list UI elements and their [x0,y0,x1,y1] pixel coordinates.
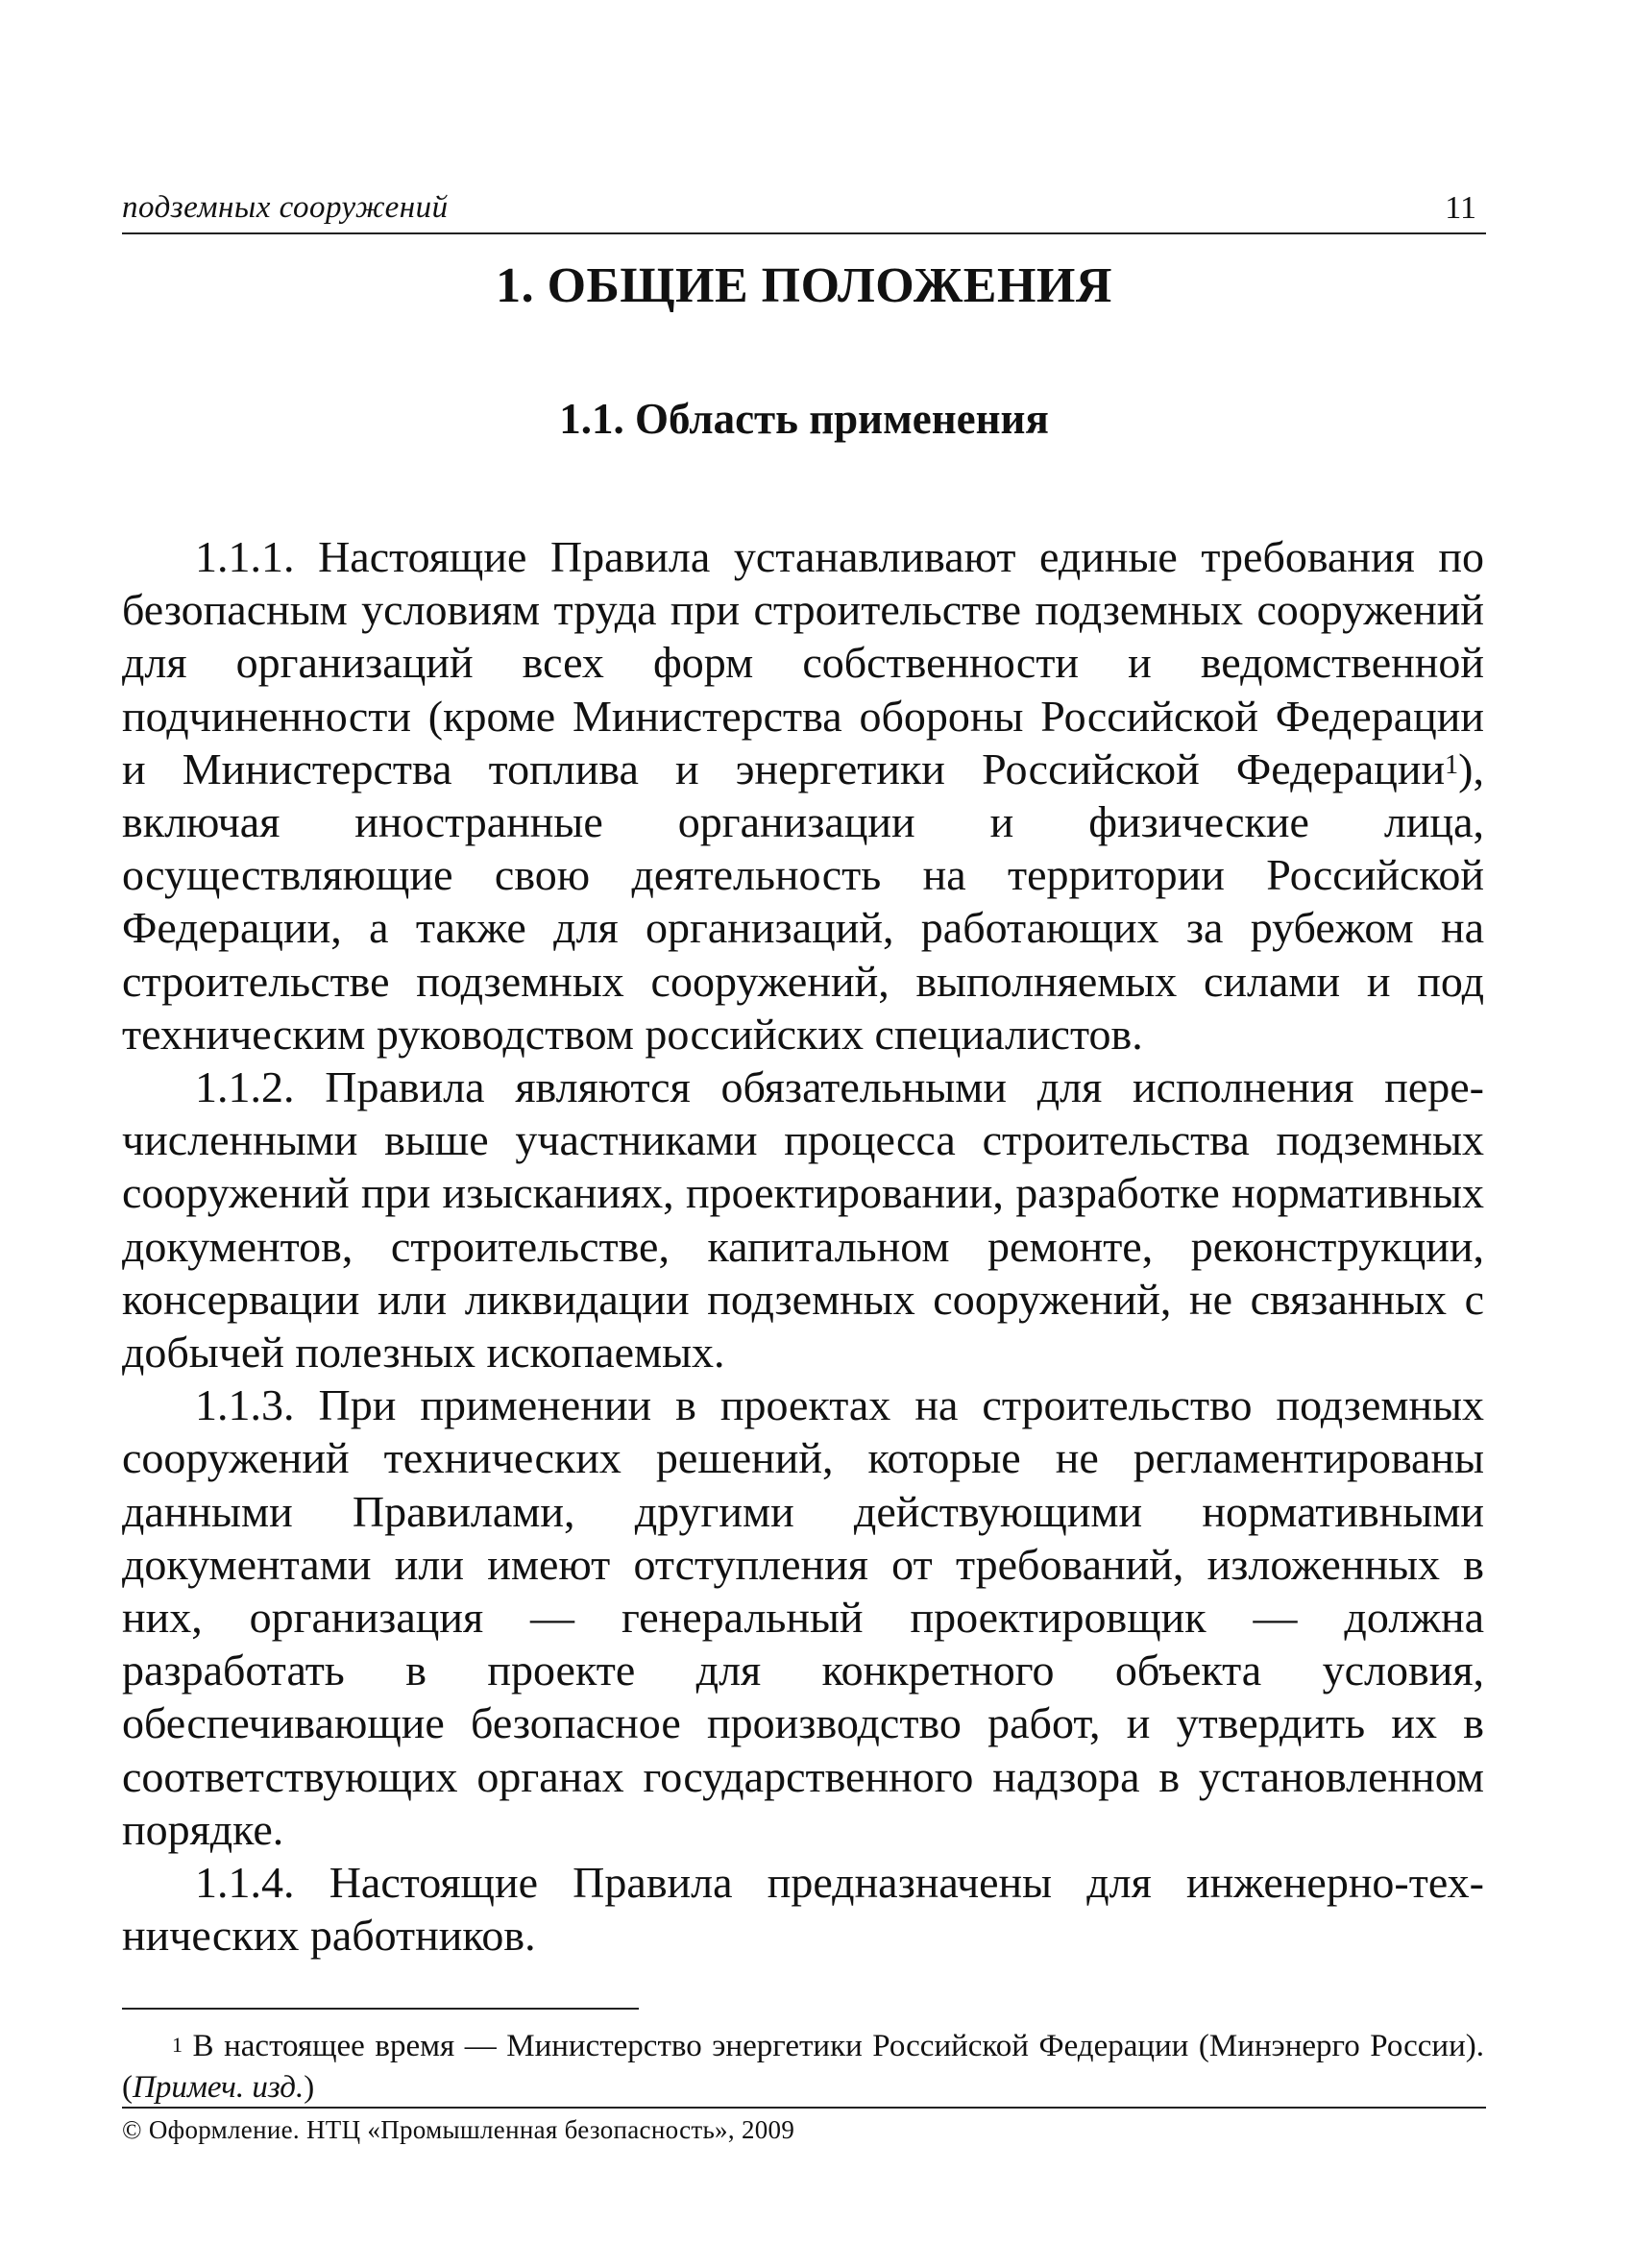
copyright-line: © Оформление. НТЦ «Промышленная безопасность», 2009 [122,2115,795,2144]
footnote-closing: ) [304,2070,315,2105]
paragraph-1-1-3: 1.1.3. При применении в проектах на строительство подземных сооружений технических решений, которые не регламентированы данными Правилами, другими действующими нормативными документами или имеют отступления от требований, изложенных в них, организация — генеральный проектировщик — должна разработать в проекте для конкретного объекта условия, обеспечивающие безопасное производство работ, и утвердить их в соответствующих органах государственного надзора в установленном порядке. [122,1380,1484,1854]
footnote-marker: 1 [172,2033,183,2057]
paragraph-1-1-1 [122,530,1484,1061]
footnote-editor-note: Примеч. изд. [133,2070,305,2105]
running-title: подземных сооружений [122,190,449,225]
section-title: 1.1. Область применения [559,395,1049,443]
paragraph-text: ), включая иностранные организации и физические лица, осуществляющие свою деятельность на территории Российской Федерации, а также для организаций, работающих за рубежом на строительстве подземных сооружений, выполняемых силами и под техническим руководством российских специалистов. [122,744,1484,1059]
footnote-reference: 1 [1445,749,1459,780]
page-number: 11 [1445,190,1476,226]
footer-divider [122,2107,1486,2109]
body-text [122,530,1484,1962]
footnote-divider [122,2008,639,2010]
chapter-title: 1. ОБЩИЕ ПОЛОЖЕНИЯ [496,258,1112,313]
paragraph-1-1-4: 1.1.4. Настоящие Правила предназначены для инженерно-технических работников. [122,1858,1484,1961]
footnote [122,2026,1484,2109]
paragraph-1-1-2: 1.1.2. Правила являются обязательными для исполнения перечисленными выше участниками процесса строительства подземных сооружений при изысканиях, проектировании, разработке нормативных документов, строительстве, капитальном ремонте, реконструкции, консервации или ликвидации подземных сооружений, не связанных с добычей полезных ископаемых. [122,1062,1484,1378]
footnote-text: В настоящее время — Министерство энергетики Российской Федерации (Минэнерго России). ( [122,2029,1484,2105]
running-header [122,188,1486,234]
paragraph-text: 1.1.1. Настоящие Правила устанавливают единые требования по безопасным условиям труда при строительстве подземных сооружений для организаций всех форм собственности и ведомственной подчиненности (кроме Министерства обороны Российской Федерации и Министерства топлива и энергетики Российской Федерации [122,532,1484,793]
